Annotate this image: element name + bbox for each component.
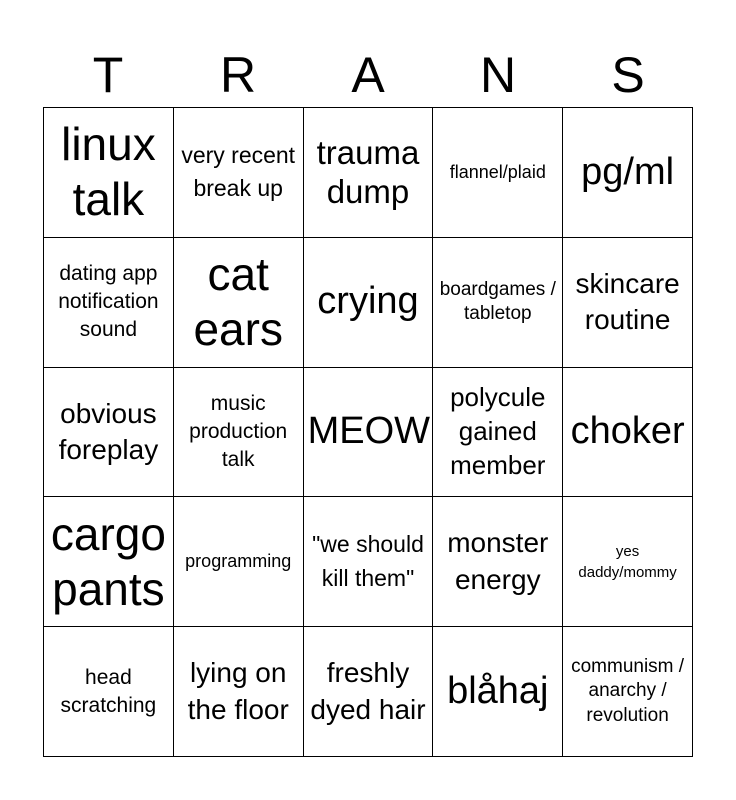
header-letter-t: T [92,47,124,103]
header-letter-r: R [219,47,257,103]
cell-text: crying [317,280,419,323]
bingo-cell[interactable] [563,497,693,627]
cell-text: music production talk [189,392,288,471]
bingo-cell[interactable] [563,108,693,238]
bingo-cell[interactable] [433,238,563,368]
cell-text: cat ears [193,248,283,356]
bingo-cell[interactable] [304,238,434,368]
cell-text: yes daddy/mommy [578,542,677,581]
cell-text: monster energy [447,527,549,595]
bingo-cell[interactable] [563,238,693,368]
bingo-cell[interactable] [174,627,304,757]
cell-text: obvious foreplay [58,397,159,465]
bingo-header [43,42,693,108]
bingo-cell[interactable] [174,108,304,238]
cell-text: communism / anarchy / revolution [571,655,685,726]
header-letter-s: S [611,47,645,103]
cell-text: flannel/plaid [449,161,546,182]
cell-text: head scratching [60,665,157,717]
bingo-cell[interactable] [174,238,304,368]
bingo-cell[interactable] [433,108,563,238]
cell-text: MEOW [307,410,431,453]
cell-text: dating app notification sound [58,262,159,342]
bingo-cell[interactable] [44,368,174,498]
cell-text: polycule gained member [450,382,546,480]
header-letter-a: A [351,47,385,103]
bingo-cell[interactable] [44,497,174,627]
bingo-cell[interactable] [304,108,434,238]
bingo-cell[interactable] [433,497,563,627]
cell-text: boardgames / tabletop [439,278,556,325]
header-letter-n: N [479,47,517,103]
cell-text: blåhaj [447,669,549,712]
cell-text: lying on the floor [187,657,289,725]
cell-text: skincare routine [575,267,680,336]
bingo-cell[interactable] [304,368,434,498]
bingo-cell[interactable] [304,627,434,757]
bingo-board [43,107,693,757]
cell-text: very recent break up [181,142,296,202]
cell-text: programming [185,551,292,572]
bingo-cell[interactable] [433,368,563,498]
bingo-cell[interactable] [44,108,174,238]
bingo-cell[interactable] [304,497,434,627]
bingo-cell[interactable] [563,368,693,498]
bingo-cell[interactable] [174,368,304,498]
cell-text: cargo pants [50,507,166,615]
cell-text: freshly dyed hair [310,657,426,725]
cell-text: trauma dump [316,133,420,211]
cell-text: linux talk [61,118,156,226]
cell-text: "we should kill them" [312,531,424,591]
bingo-cell[interactable] [174,497,304,627]
bingo-cell[interactable] [44,627,174,757]
bingo-cell[interactable] [433,627,563,757]
cell-text: pg/ml [581,150,675,193]
bingo-cell[interactable] [563,627,693,757]
bingo-cell[interactable] [44,238,174,368]
cell-text: choker [570,410,685,453]
